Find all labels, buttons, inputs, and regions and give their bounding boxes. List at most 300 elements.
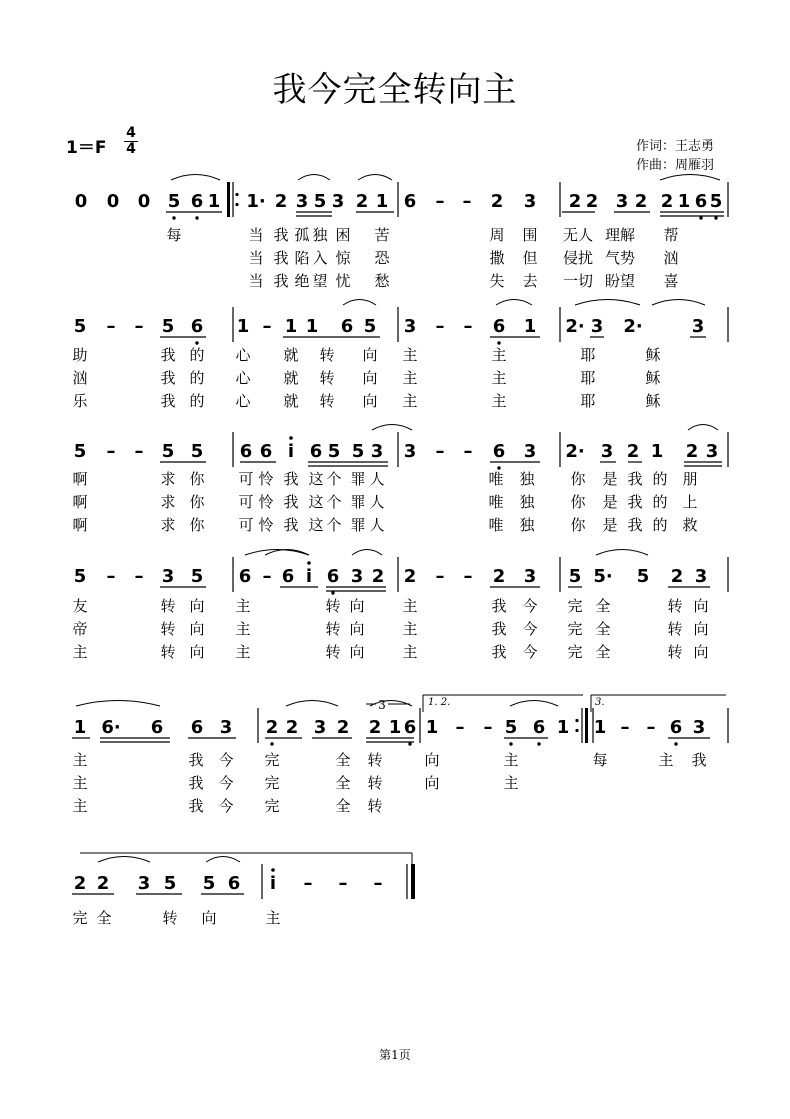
lyric-syllable: 向: [424, 751, 440, 769]
lyric-syllable: 是: [602, 470, 618, 488]
lyric-syllable: 的: [189, 392, 205, 410]
jianpu-note: 5: [351, 441, 365, 462]
slur: [76, 701, 160, 707]
lyric-syllable: 助: [72, 346, 88, 364]
lyric-syllable: 全: [335, 751, 351, 769]
jianpu-note: 5: [73, 441, 87, 462]
slur: [352, 550, 382, 556]
high-octave-dot: [271, 868, 275, 872]
low-octave-dot: [331, 591, 334, 594]
lyric-syllable: 每: [592, 751, 608, 769]
jianpu-note: –: [435, 441, 445, 462]
jianpu-note: 6: [238, 566, 252, 587]
lyric-syllable: 独: [519, 516, 535, 534]
slur: [575, 300, 640, 306]
jianpu-note: 6: [669, 717, 683, 738]
jianpu-note: 2: [626, 441, 640, 462]
jianpu-note: –: [435, 316, 445, 337]
lyric-syllable: 主: [491, 392, 507, 410]
lyric-syllable: 主: [235, 597, 251, 615]
jianpu-note: –: [455, 717, 465, 738]
jianpu-note: –: [106, 566, 116, 587]
jianpu-note: 5: [161, 316, 175, 337]
low-octave-dot: [674, 742, 677, 745]
jianpu-note: 2: [492, 566, 506, 587]
jianpu-note: 3: [615, 191, 629, 212]
slur: [688, 425, 718, 431]
lyric-syllable: 汹: [72, 369, 88, 387]
jianpu-note: 5: [313, 191, 327, 212]
lyric-syllable: 转: [325, 643, 341, 661]
jianpu-note: 0: [74, 191, 88, 212]
jianpu-note: 6·: [101, 717, 121, 738]
jianpu-note: 2·: [565, 441, 585, 462]
lyric-syllable: 稣: [645, 346, 661, 364]
lyric-syllable: 转: [667, 620, 683, 638]
jianpu-note: 3: [219, 717, 233, 738]
lyric-syllable: 这: [308, 493, 324, 511]
jianpu-note: 3: [523, 191, 537, 212]
lyric-syllable: 唯: [488, 470, 504, 488]
lyric-syllable: 你: [189, 493, 205, 511]
repeat-dot: [575, 729, 578, 732]
high-octave-dot: [307, 561, 311, 565]
jianpu-note: 2: [96, 873, 110, 894]
lyric-syllable: 主: [402, 620, 418, 638]
jianpu-note: 2: [634, 191, 648, 212]
jianpu-note: –: [373, 873, 383, 894]
jianpu-note: 3: [692, 717, 706, 738]
lyric-syllable: 全: [595, 620, 611, 638]
jianpu-note: 3: [350, 566, 364, 587]
jianpu-note: 6: [190, 316, 204, 337]
lyric-syllable: 向: [693, 643, 709, 661]
jianpu-note: 3: [313, 717, 327, 738]
jianpu-note: 6: [239, 441, 253, 462]
jianpu-note: 3: [370, 441, 384, 462]
lyric-syllable: 就: [283, 346, 299, 364]
jianpu-note: 1: [207, 191, 221, 212]
lyric-syllable: 向: [349, 597, 365, 615]
jianpu-note: 2: [490, 191, 504, 212]
lyricist-credit: 作词：王志勇: [636, 139, 715, 154]
jianpu-note: 2: [568, 191, 582, 212]
lyric-syllable: 完: [567, 597, 583, 615]
lyric-syllable: 今: [522, 620, 538, 638]
repeat-dot: [575, 719, 578, 722]
lyric-syllable: 向: [362, 346, 378, 364]
jianpu-note: 3: [691, 316, 705, 337]
jianpu-note: 3: [137, 873, 151, 894]
lyric-syllable: 我: [491, 620, 507, 638]
lyric-syllable: 转: [162, 909, 178, 927]
lyric-syllable: 我: [283, 493, 299, 511]
lyric-syllable: 主: [658, 751, 674, 769]
jianpu-note: 2: [670, 566, 684, 587]
lyric-syllable: 向: [189, 643, 205, 661]
jianpu-note: 2: [274, 191, 288, 212]
jianpu-note: 1: [650, 441, 664, 462]
lyric-syllable: 个: [326, 516, 342, 534]
jianpu-note: 6: [694, 191, 708, 212]
slur: [343, 300, 376, 306]
lyric-syllable: 围: [522, 226, 538, 244]
lyric-syllable: 主: [402, 597, 418, 615]
jianpu-note: –: [134, 566, 144, 587]
jianpu-note: –: [262, 316, 272, 337]
lyric-syllable: 转: [325, 620, 341, 638]
lyric-syllable: 耶: [580, 346, 596, 364]
jianpu-note: –: [463, 441, 473, 462]
lyric-syllable: 周: [489, 226, 505, 244]
jianpu-note: 5: [568, 566, 582, 587]
lyric-syllable: 汹: [663, 249, 679, 267]
lyric-syllable: 撒: [489, 249, 505, 267]
lyric-syllable: 啊: [72, 493, 88, 511]
lyric-syllable: 你: [189, 516, 205, 534]
lyric-syllable: 罪: [350, 470, 366, 488]
jianpu-note: 6: [532, 717, 546, 738]
lyric-syllable: 求: [160, 516, 176, 534]
jianpu-note: 6: [281, 566, 295, 587]
lyric-syllable: 的: [189, 346, 205, 364]
lyric-syllable: 你: [189, 470, 205, 488]
jianpu-note: 3: [705, 441, 719, 462]
lyric-syllable: 转: [367, 751, 383, 769]
lyric-syllable: 是: [602, 493, 618, 511]
lyric-syllable: 人: [369, 493, 385, 511]
jianpu-note: 1: [305, 316, 319, 337]
lyric-syllable: 唯: [488, 493, 504, 511]
jianpu-note: 6: [190, 191, 204, 212]
jianpu-note: 3: [161, 566, 175, 587]
lyric-syllable: 转: [325, 597, 341, 615]
slur: [510, 701, 558, 707]
low-octave-dot: [408, 742, 411, 745]
lyric-syllable: 陷: [294, 249, 310, 267]
slur: [596, 550, 648, 556]
slur: [652, 300, 705, 306]
jianpu-note: 2: [355, 191, 369, 212]
jianpu-note: i: [305, 566, 313, 587]
jianpu-note: 1: [388, 717, 402, 738]
lyric-syllable: 每: [166, 226, 182, 244]
jianpu-note: 6: [403, 717, 417, 738]
jianpu-note: –: [262, 566, 272, 587]
jianpu-note: –: [463, 566, 473, 587]
lyric-syllable: 向: [424, 774, 440, 792]
slur: [98, 857, 150, 863]
lyric-syllable: 转: [319, 346, 335, 364]
lyric-syllable: 孤: [294, 226, 310, 244]
low-octave-dot: [714, 216, 717, 219]
lyric-syllable: 独: [519, 493, 535, 511]
lyric-syllable: 向: [362, 369, 378, 387]
lyric-syllable: 转: [367, 797, 383, 815]
lyric-syllable: 主: [491, 346, 507, 364]
lyric-syllable: 今: [218, 751, 234, 769]
jianpu-note: 0: [106, 191, 120, 212]
lyric-syllable: 完: [567, 620, 583, 638]
jianpu-note: –: [435, 191, 445, 212]
slur: [496, 300, 532, 306]
lyric-syllable: 我: [273, 226, 289, 244]
jianpu-note: 2: [685, 441, 699, 462]
lyric-syllable: 忧: [335, 272, 351, 290]
jianpu-note: 6: [340, 316, 354, 337]
lyric-syllable: 主: [235, 643, 251, 661]
jianpu-note: 2: [660, 191, 674, 212]
lyric-syllable: 转: [667, 597, 683, 615]
lyric-syllable: 的: [652, 516, 668, 534]
tuplet-label: 3: [378, 698, 386, 712]
jianpu-note: 1·: [246, 191, 266, 212]
jianpu-note: 5: [190, 441, 204, 462]
lyric-syllable: 耶: [580, 369, 596, 387]
lyric-syllable: 向: [693, 620, 709, 638]
lyric-syllable: 向: [362, 392, 378, 410]
jianpu-note: 5: [709, 191, 723, 212]
time-signature-bottom: 4: [126, 141, 136, 157]
jianpu-note: –: [303, 873, 313, 894]
lyric-syllable: 我: [691, 751, 707, 769]
lyric-syllable: 主: [491, 369, 507, 387]
lyric-syllable: 独: [519, 470, 535, 488]
lyric-syllable: 惊: [335, 249, 351, 267]
low-octave-dot: [270, 742, 273, 745]
jianpu-note: 6: [403, 191, 417, 212]
lyric-syllable: 我: [491, 597, 507, 615]
lyric-syllable: 我: [188, 797, 204, 815]
jianpu-note: 3: [694, 566, 708, 587]
jianpu-note: 5: [327, 441, 341, 462]
jianpu-note: –: [620, 717, 630, 738]
lyric-syllable: 主: [402, 369, 418, 387]
jianpu-note: 6: [259, 441, 273, 462]
lyric-syllable: 今: [522, 597, 538, 615]
lyric-syllable: 全: [595, 643, 611, 661]
lyric-syllable: 可: [238, 470, 254, 488]
lyric-syllable: 心: [235, 369, 251, 387]
jianpu-note: 2: [285, 717, 299, 738]
lyric-syllable: 今: [522, 643, 538, 661]
low-octave-dot: [195, 216, 198, 219]
lyric-syllable: 完: [264, 751, 280, 769]
lyric-syllable: 一切: [562, 272, 594, 290]
jianpu-note: i: [269, 873, 277, 894]
lyric-syllable: 耶: [580, 392, 596, 410]
jianpu-note: 3: [403, 441, 417, 462]
jianpu-note: 5: [161, 441, 175, 462]
jianpu-note: 6: [150, 717, 164, 738]
repeat-start-thick: [227, 182, 230, 217]
jianpu-note: –: [463, 316, 473, 337]
lyric-syllable: 转: [367, 774, 383, 792]
lyric-syllable: 主: [402, 392, 418, 410]
jianpu-note: –: [134, 441, 144, 462]
jianpu-note: –: [338, 873, 348, 894]
final-bar-line: [411, 864, 415, 899]
jianpu-note: 2: [368, 717, 382, 738]
slur: [370, 701, 412, 707]
lyric-syllable: 理解: [604, 226, 636, 244]
lyric-syllable: 这: [308, 470, 324, 488]
lyric-syllable: 向: [349, 643, 365, 661]
jianpu-note: 6: [227, 873, 241, 894]
lyric-syllable: 无人: [562, 226, 594, 244]
lyric-syllable: 的: [652, 470, 668, 488]
jianpu-note: –: [106, 316, 116, 337]
lyric-syllable: 主: [503, 751, 519, 769]
lyric-syllable: 是: [602, 516, 618, 534]
lyric-syllable: 我: [283, 470, 299, 488]
lyric-syllable: 我: [627, 516, 643, 534]
lyric-syllable: 我: [273, 249, 289, 267]
lyric-syllable: 啊: [72, 470, 88, 488]
lyric-syllable: 求: [160, 493, 176, 511]
lyric-syllable: 侵扰: [562, 249, 594, 267]
lyric-syllable: 我: [627, 493, 643, 511]
jianpu-note: 6: [190, 717, 204, 738]
repeat-dot: [235, 193, 238, 196]
lyric-syllable: 主: [503, 774, 519, 792]
lyric-syllable: 人: [369, 470, 385, 488]
lyric-syllable: 我: [188, 751, 204, 769]
jianpu-note: 3: [523, 441, 537, 462]
repeat-dot: [235, 203, 238, 206]
lyric-syllable: 罪: [350, 493, 366, 511]
lyric-syllable: 全: [595, 597, 611, 615]
lyric-syllable: 个: [326, 470, 342, 488]
lyric-syllable: 怜: [258, 493, 274, 511]
lyric-syllable: 怜: [258, 516, 274, 534]
lyric-syllable: 转: [160, 620, 176, 638]
lyric-syllable: 稣: [645, 369, 661, 387]
lyric-syllable: 罪: [350, 516, 366, 534]
jianpu-note: 3: [523, 566, 537, 587]
jianpu-note: 2: [336, 717, 350, 738]
jianpu-note: –: [106, 441, 116, 462]
jianpu-note: 5: [73, 566, 87, 587]
lyric-syllable: 怜: [258, 470, 274, 488]
lyric-syllable: 主: [402, 346, 418, 364]
lyric-syllable: 我: [188, 774, 204, 792]
lyric-syllable: 去: [522, 272, 538, 290]
jianpu-note: –: [483, 717, 493, 738]
lyric-syllable: 当: [248, 249, 264, 267]
jianpu-note: 1: [425, 717, 439, 738]
lyric-syllable: 转: [667, 643, 683, 661]
jianpu-note: 5: [73, 316, 87, 337]
lyric-syllable: 上: [682, 493, 698, 511]
jianpu-note: 1: [236, 316, 250, 337]
jianpu-note: 1: [73, 717, 87, 738]
lyric-syllable: 主: [402, 643, 418, 661]
volta-label: 3.: [595, 697, 605, 708]
volta-label: 1. 2.: [428, 697, 451, 708]
slur: [298, 175, 330, 181]
lyric-syllable: 完: [567, 643, 583, 661]
lyric-syllable: 转: [319, 392, 335, 410]
lyric-syllable: 困: [335, 226, 351, 244]
lyric-syllable: 你: [570, 470, 586, 488]
low-octave-dot: [537, 742, 540, 745]
jianpu-note: 3: [403, 316, 417, 337]
lyric-syllable: 主: [265, 909, 281, 927]
jianpu-note: 5: [190, 566, 204, 587]
jianpu-note: 6: [309, 441, 323, 462]
jianpu-note: 0: [137, 191, 151, 212]
lyric-syllable: 全: [335, 797, 351, 815]
page-number: 第1页: [379, 1048, 411, 1062]
lyric-syllable: 主: [72, 643, 88, 661]
slur: [171, 175, 220, 181]
jianpu-note: i: [287, 441, 295, 462]
jianpu-note: 5·: [593, 566, 613, 587]
jianpu-note: –: [435, 566, 445, 587]
lyric-syllable: 这: [308, 516, 324, 534]
jianpu-note: 5: [363, 316, 377, 337]
lyric-syllable: 完: [72, 909, 88, 927]
lyric-syllable: 啊: [72, 516, 88, 534]
lyric-syllable: 向: [693, 597, 709, 615]
lyric-syllable: 望: [312, 272, 328, 290]
jianpu-note: 2: [371, 566, 385, 587]
lyric-syllable: 可: [238, 516, 254, 534]
jianpu-note: –: [646, 717, 656, 738]
lyric-syllable: 完: [264, 774, 280, 792]
jianpu-note: 1: [284, 316, 298, 337]
lyric-syllable: 我: [160, 392, 176, 410]
slur: [372, 425, 412, 431]
lyric-syllable: 就: [283, 392, 299, 410]
lyric-syllable: 入: [312, 249, 328, 267]
lyric-syllable: 主: [72, 797, 88, 815]
lyric-syllable: 可: [238, 493, 254, 511]
lyric-syllable: 当: [248, 272, 264, 290]
lyric-syllable: 全: [96, 909, 112, 927]
lyric-syllable: 独: [312, 226, 328, 244]
jianpu-note: 2·: [623, 316, 643, 337]
lyric-syllable: 我: [160, 346, 176, 364]
key-signature: 1＝F: [66, 138, 107, 158]
lyric-syllable: 的: [189, 369, 205, 387]
lyric-syllable: 主: [72, 751, 88, 769]
lyric-syllable: 失: [489, 272, 505, 290]
lyric-syllable: 愁: [374, 272, 390, 290]
lyric-syllable: 我: [283, 516, 299, 534]
lyric-syllable: 救: [682, 516, 698, 534]
jianpu-note: 1: [677, 191, 691, 212]
jianpu-note: 6: [492, 441, 506, 462]
jianpu-note: –: [134, 316, 144, 337]
time-signature-top: 4: [126, 125, 136, 141]
composer-credit: 作曲：周雁羽: [636, 158, 715, 173]
low-octave-dot: [497, 341, 500, 344]
slur: [660, 175, 720, 181]
lyric-syllable: 向: [189, 620, 205, 638]
lyric-syllable: 今: [218, 797, 234, 815]
lyric-syllable: 就: [283, 369, 299, 387]
lyric-syllable: 求: [160, 470, 176, 488]
lyric-syllable: 转: [160, 597, 176, 615]
jianpu-note: 5: [202, 873, 216, 894]
jianpu-note: 6: [326, 566, 340, 587]
jianpu-note: 3: [600, 441, 614, 462]
jianpu-note: 1: [593, 717, 607, 738]
lyric-syllable: 绝: [294, 272, 310, 290]
lyric-syllable: 我: [273, 272, 289, 290]
